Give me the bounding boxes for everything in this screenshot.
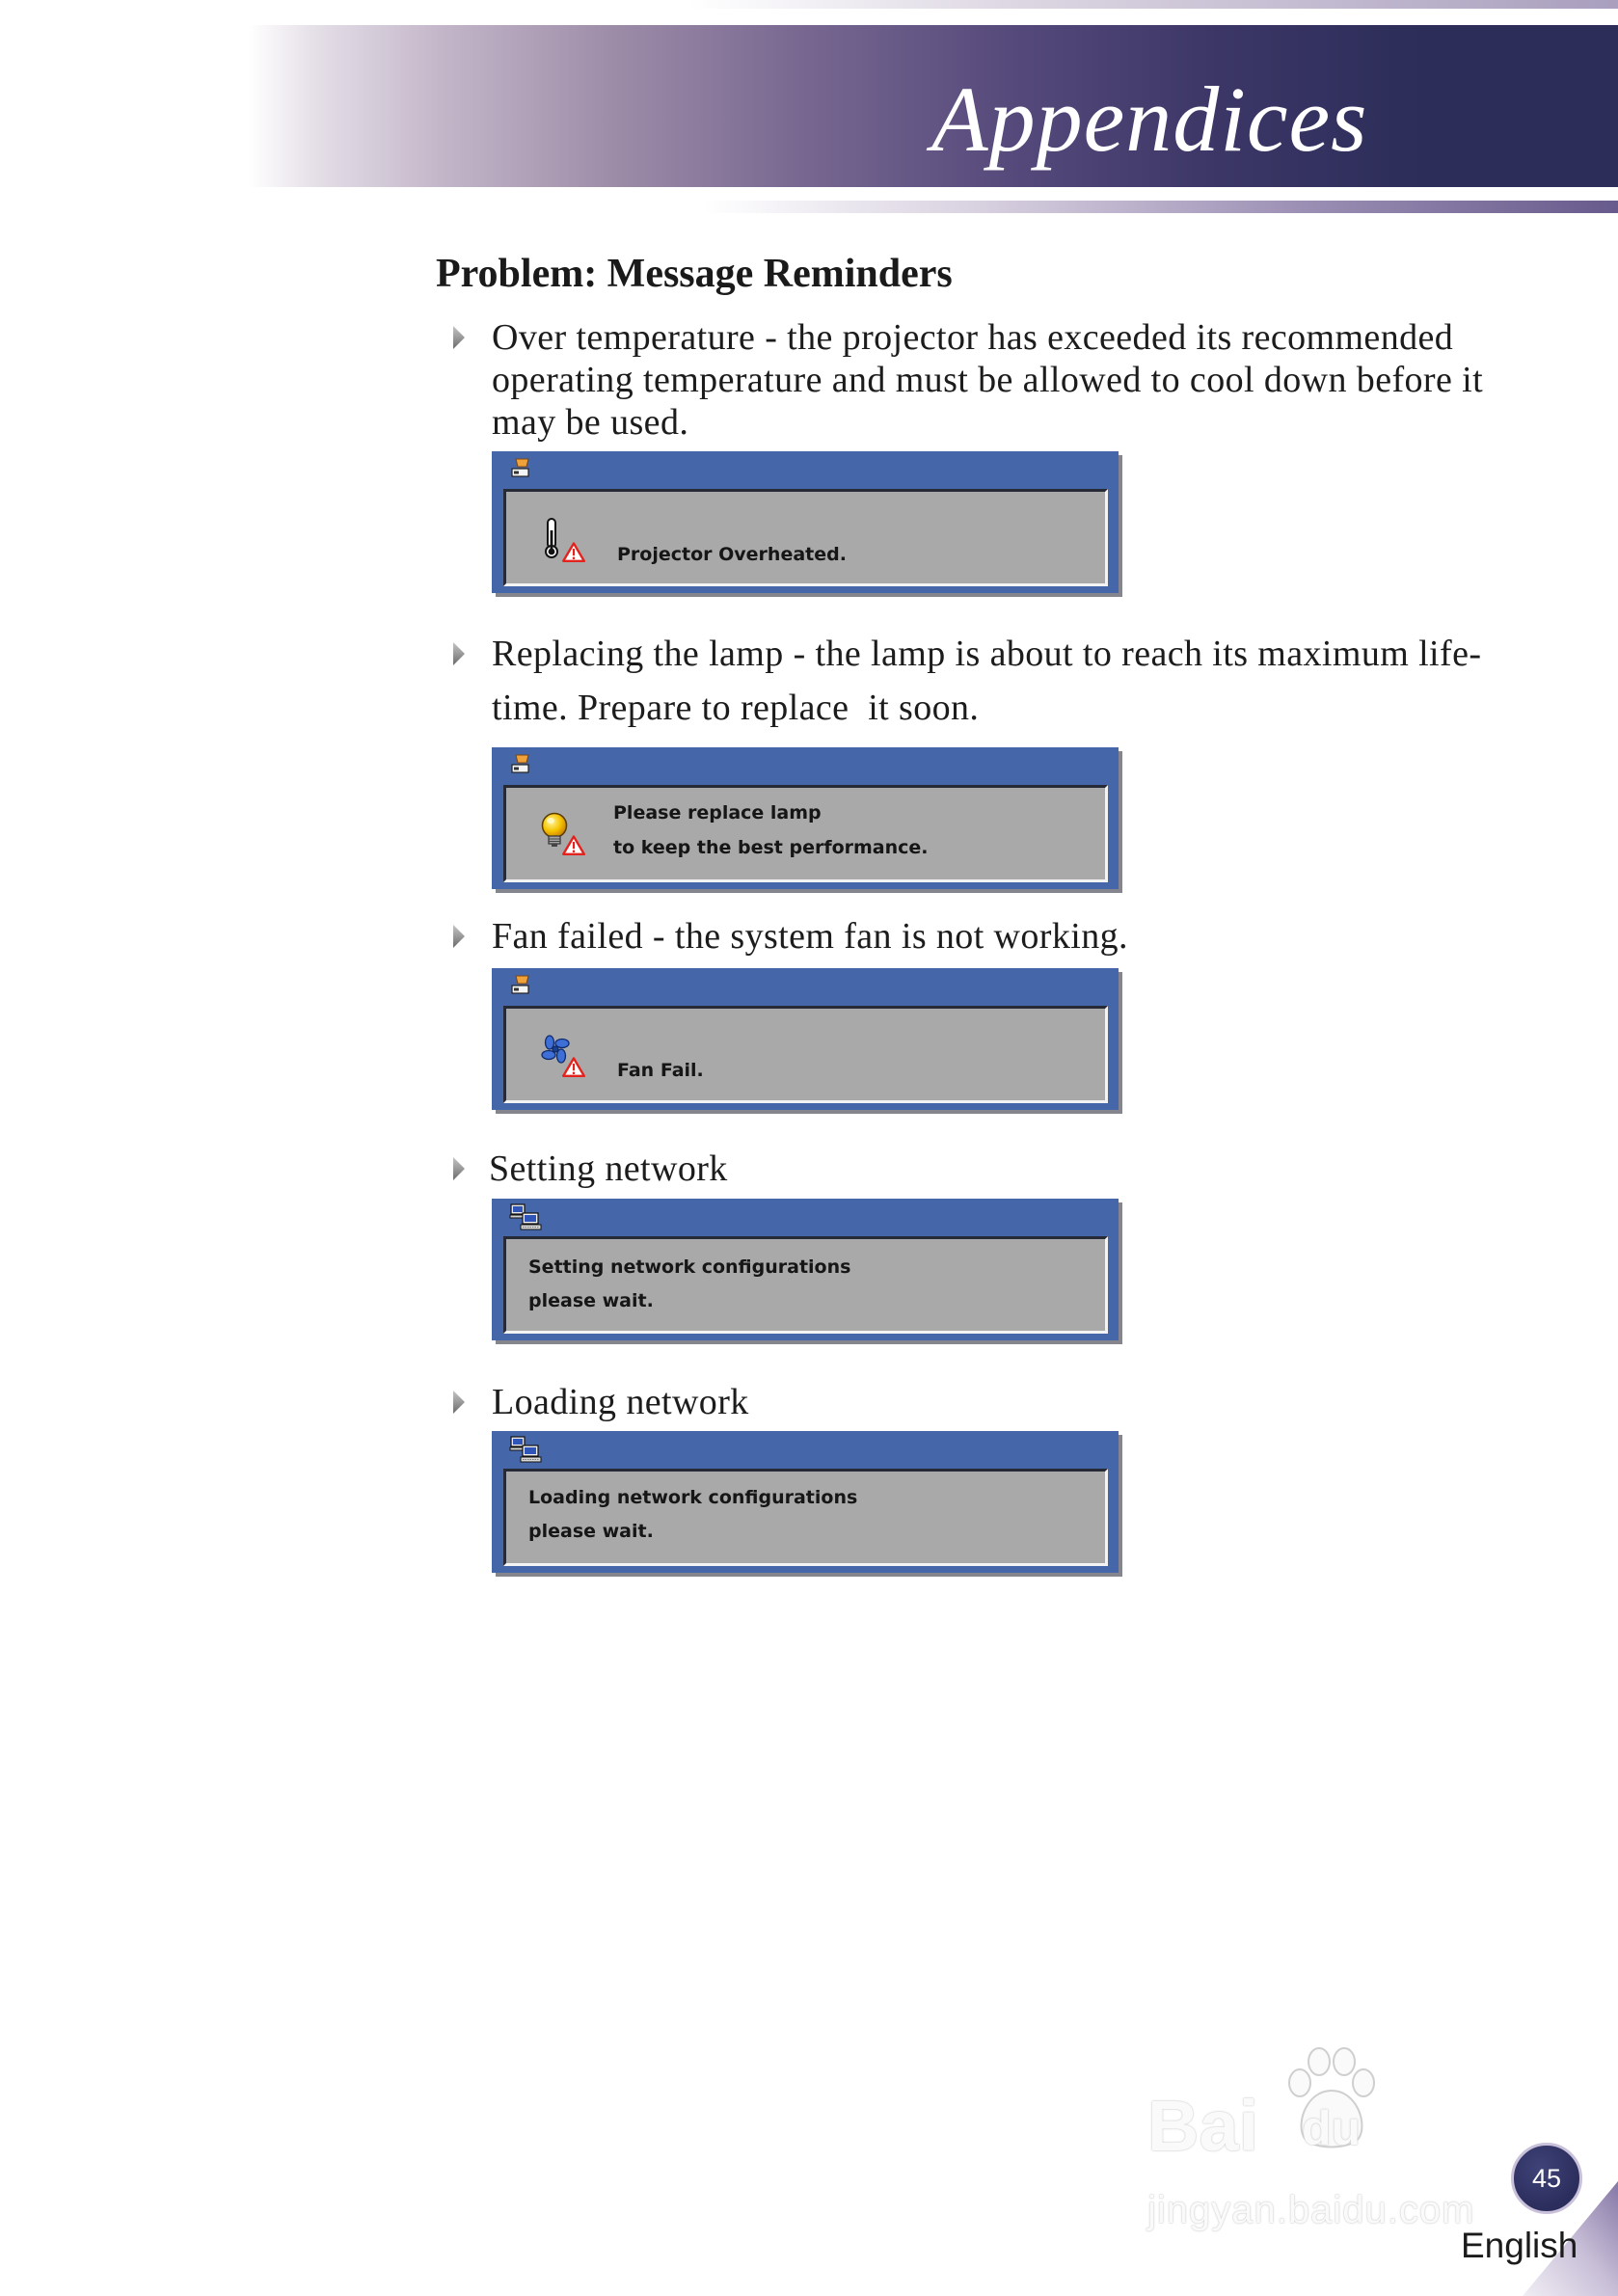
watermark-url: jingyan.baidu.com bbox=[1147, 2189, 1475, 2231]
dialog-panel bbox=[503, 489, 1108, 586]
bullet-line: Fan failed - the system fan is not working. bbox=[492, 916, 1128, 957]
watermark bbox=[1147, 2044, 1524, 2237]
osd-dialog-loading-network bbox=[492, 1431, 1119, 1573]
dialog-panel bbox=[503, 785, 1108, 882]
warning-triangle-icon bbox=[562, 835, 585, 855]
dialog-message-line: please wait. bbox=[528, 1521, 654, 1542]
bullet-line: Over temperature - the projector has exceeded its recommended bbox=[492, 317, 1454, 358]
bullet-text bbox=[492, 316, 1483, 444]
thermometer-icon bbox=[541, 517, 562, 559]
dialog-panel bbox=[503, 1006, 1108, 1103]
triangle-bullet-icon bbox=[452, 641, 466, 666]
chapter-title: Appendices bbox=[931, 68, 1368, 171]
osd-dialog-fan-fail bbox=[492, 968, 1119, 1110]
bullet-text bbox=[492, 627, 1481, 735]
dialog-panel bbox=[503, 1236, 1108, 1334]
page-number: 45 bbox=[1531, 2163, 1562, 2193]
bullet-line: may be used. bbox=[492, 402, 689, 443]
triangle-bullet-icon bbox=[452, 924, 466, 949]
header-under-rule bbox=[704, 201, 1618, 213]
dialog-message: Fan Fail. bbox=[617, 1060, 704, 1081]
bullet-line: time. Prepare to replace it soon. bbox=[492, 688, 980, 728]
triangle-bullet-icon bbox=[452, 1390, 466, 1415]
osd-dialog-setting-network bbox=[492, 1199, 1119, 1340]
warning-triangle-icon bbox=[562, 1057, 585, 1077]
dialog-message: Projector Overheated. bbox=[617, 544, 847, 565]
dialog-message-line: Loading network configurations bbox=[528, 1487, 858, 1508]
triangle-bullet-icon bbox=[452, 325, 466, 350]
dialog-message-line: to keep the best performance. bbox=[613, 837, 929, 858]
network-icon bbox=[509, 1436, 543, 1465]
bullet-text bbox=[492, 1381, 749, 1423]
language-label: English bbox=[1461, 2226, 1578, 2265]
network-icon bbox=[509, 1203, 543, 1232]
projector-icon bbox=[509, 752, 532, 775]
triangle-bullet-icon bbox=[452, 1156, 466, 1181]
page-number-badge bbox=[1511, 2143, 1582, 2214]
osd-dialog-replace-lamp bbox=[492, 747, 1119, 889]
watermark-brand-part2: du bbox=[1302, 2101, 1362, 2155]
osd-dialog-overheated bbox=[492, 451, 1119, 593]
dialog-panel bbox=[503, 1469, 1108, 1566]
bullet-line: Loading network bbox=[492, 1382, 749, 1422]
top-rule bbox=[688, 0, 1618, 9]
warning-triangle-icon bbox=[562, 542, 585, 562]
dialog-message-line: Please replace lamp bbox=[613, 802, 822, 824]
section-heading: Problem: Message Reminders bbox=[436, 252, 953, 296]
bullet-line: Replacing the lamp - the lamp is about to reach its maximum life- bbox=[492, 634, 1482, 674]
dialog-message-line: Setting network configurations bbox=[528, 1256, 851, 1278]
bullet-line: Setting network bbox=[489, 1148, 728, 1189]
dialog-message-line: please wait. bbox=[528, 1290, 654, 1311]
projector-icon bbox=[509, 973, 532, 996]
bullet-text bbox=[489, 1148, 728, 1190]
projector-icon bbox=[509, 456, 532, 479]
bullet-line: operating temperature and must be allowed to cool down before it bbox=[492, 360, 1484, 400]
watermark-brand-part1: Bai bbox=[1147, 2086, 1259, 2166]
bullet-text bbox=[492, 915, 1128, 958]
